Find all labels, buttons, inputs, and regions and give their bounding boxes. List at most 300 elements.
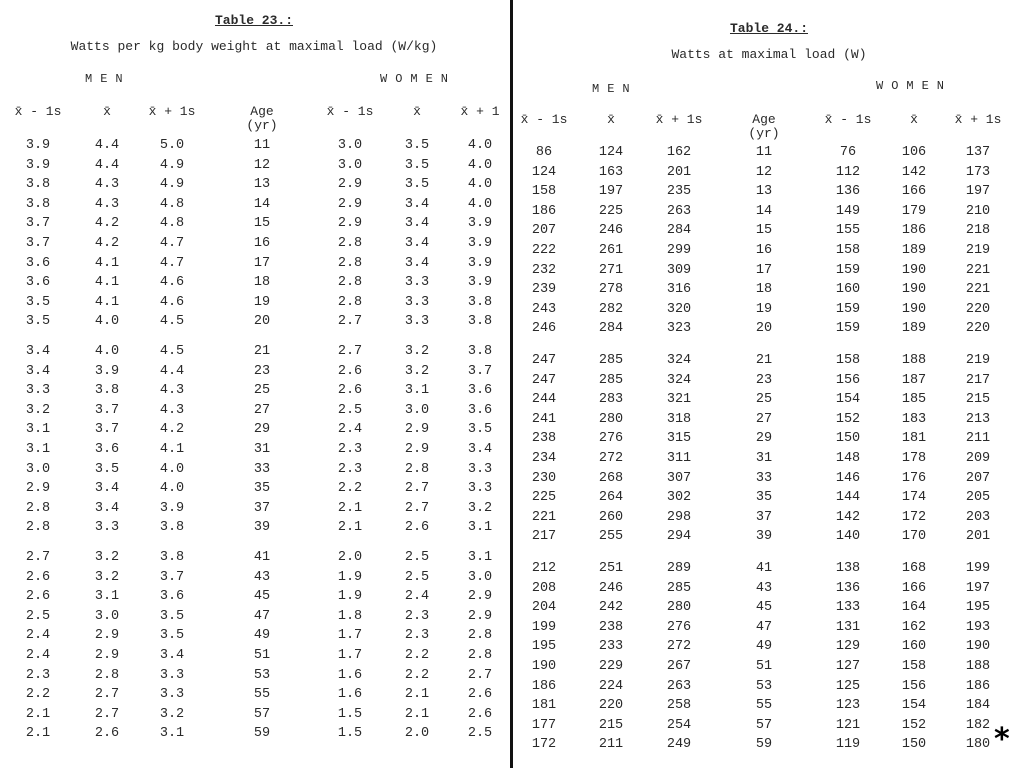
table-cell: 39 [253,520,271,535]
table-cell: 2.7 [94,687,120,702]
table-cell: 323 [666,321,692,336]
table-cell: 179 [901,204,927,219]
table-cell: 217 [965,373,991,388]
table-cell: 3.4 [94,481,120,496]
table-cell: 138 [835,561,861,576]
table-cell: 53 [755,679,773,694]
table-cell: 3.1 [159,726,185,741]
table-cell: 121 [835,718,861,733]
table-cell: 3.0 [337,138,363,153]
table-cell: 148 [835,451,861,466]
table-cell: 3.5 [404,177,430,192]
table-cell: 239 [531,282,557,297]
table-cell: 4.6 [159,295,185,310]
table-cell: 4.5 [159,314,185,329]
table-cell: 19 [253,295,271,310]
table-cell: 285 [666,581,692,596]
table-cell: 2.5 [467,726,493,741]
table-cell: 35 [253,481,271,496]
table-row [0,570,508,588]
table-23-women-label: WOMEN [380,72,457,86]
table-cell: 190 [901,263,927,278]
table-cell: 3.4 [25,364,51,379]
table-cell: 127 [835,659,861,674]
table-cell: 225 [598,204,624,219]
table-cell: 4.2 [94,236,120,251]
table-cell: 4.8 [159,216,185,231]
table-cell: 2.8 [337,275,363,290]
table-cell: 3.5 [159,609,185,624]
table-cell: 43 [755,581,773,596]
table-row [0,344,508,362]
table-cell: 320 [666,302,692,317]
table-cell: 3.3 [404,275,430,290]
table-cell: 3.9 [25,138,51,153]
table-row [0,520,508,538]
table-row [514,620,1024,638]
table-cell: 136 [835,581,861,596]
table-cell: 221 [965,282,991,297]
table-cell: 152 [835,412,861,427]
table-cell: 142 [901,165,927,180]
table-cell: 1.7 [337,628,363,643]
table-cell: 49 [755,639,773,654]
table-cell: 160 [835,282,861,297]
table-row [0,295,508,313]
table-cell: 197 [965,581,991,596]
table-cell: 2.2 [404,668,430,683]
table-cell: 276 [666,620,692,635]
table-cell: 25 [755,392,773,407]
table-cell: 1.5 [337,707,363,722]
table-cell: 2.4 [404,589,430,604]
table-cell: 4.8 [159,197,185,212]
table-cell: 207 [965,471,991,486]
table-row [0,687,508,705]
table-cell: 3.3 [467,462,493,477]
table-cell: 282 [598,302,624,317]
table-cell: 210 [965,204,991,219]
table-cell: 3.6 [467,403,493,418]
table-cell: 211 [598,737,624,752]
table-cell: 150 [835,431,861,446]
table-cell: 246 [531,321,557,336]
table-row [514,698,1024,716]
table-cell: 272 [666,639,692,654]
table-cell: 137 [965,145,991,160]
table-cell: 159 [835,302,861,317]
table-cell: 2.9 [467,589,493,604]
table-cell: 181 [901,431,927,446]
table-cell: 2.5 [25,609,51,624]
table-row [0,609,508,627]
table-cell: 5.0 [159,138,185,153]
table-cell: 2.1 [25,726,51,741]
table-cell: 243 [531,302,557,317]
table-cell: 3.7 [25,216,51,231]
table-cell: 158 [531,184,557,199]
table-cell: 173 [965,165,991,180]
table-cell: 4.9 [159,158,185,173]
table-cell: 172 [901,510,927,525]
table-cell: 2.7 [404,501,430,516]
table-cell: 3.3 [159,687,185,702]
table-cell: 201 [666,165,692,180]
table-cell: 3.8 [94,383,120,398]
column-header: x̄ - 1s [824,112,872,127]
table-cell: 11 [253,138,271,153]
table-cell: 2.6 [337,364,363,379]
table-cell: 2.8 [25,520,51,535]
table-cell: 2.9 [467,609,493,624]
table-cell: 177 [531,718,557,733]
table-cell: 2.8 [94,668,120,683]
table-cell: 25 [253,383,271,398]
table-cell: 4.1 [94,295,120,310]
table-row [0,158,508,176]
table-cell: 185 [901,392,927,407]
table-cell: 156 [901,679,927,694]
table-cell: 2.1 [337,520,363,535]
table-cell: 224 [598,679,624,694]
table-cell: 3.5 [25,314,51,329]
table-cell: 43 [253,570,271,585]
table-row [514,679,1024,697]
table-cell: 229 [598,659,624,674]
table-cell: 119 [835,737,861,752]
table-cell: 205 [965,490,991,505]
column-header: x̄ + 1s [954,112,1002,127]
table-cell: 2.7 [467,668,493,683]
table-cell: 76 [839,145,857,160]
table-cell: 1.8 [337,609,363,624]
table-cell: 3.5 [159,628,185,643]
table-cell: 3.9 [159,501,185,516]
table-row [514,204,1024,222]
table-cell: 187 [901,373,927,388]
table-cell: 4.4 [159,364,185,379]
table-cell: 298 [666,510,692,525]
table-cell: 3.7 [25,236,51,251]
table-cell: 3.4 [404,256,430,271]
table-23-title: Table 23.: [214,13,293,28]
table-cell: 27 [755,412,773,427]
table-cell: 3.1 [467,520,493,535]
table-cell: 3.4 [404,216,430,231]
table-cell: 268 [598,471,624,486]
table-cell: 3.3 [404,295,430,310]
table-cell: 1.9 [337,589,363,604]
table-cell: 4.3 [159,383,185,398]
table-cell: 3.8 [25,197,51,212]
table-row [0,403,508,421]
table-cell: 20 [755,321,773,336]
table-cell: 4.0 [467,197,493,212]
table-cell: 190 [531,659,557,674]
table-cell: 53 [253,668,271,683]
table-cell: 3.1 [25,422,51,437]
table-cell: 1.6 [337,687,363,702]
table-row [0,442,508,460]
table-cell: 215 [598,718,624,733]
table-cell: 225 [531,490,557,505]
table-cell: 3.5 [467,422,493,437]
table-row [0,177,508,195]
table-cell: 37 [253,501,271,516]
table-cell: 3.2 [467,501,493,516]
table-cell: 3.1 [467,550,493,565]
table-row [0,628,508,646]
table-cell: 183 [901,412,927,427]
table-cell: 3.6 [94,442,120,457]
table-cell: 235 [666,184,692,199]
table-cell: 2.3 [337,462,363,477]
table-cell: 57 [755,718,773,733]
table-cell: 2.1 [25,707,51,722]
table-23-men-label: MEN [85,72,131,86]
table-cell: 162 [901,620,927,635]
table-row [0,138,508,156]
table-cell: 15 [253,216,271,231]
table-cell: 124 [531,165,557,180]
table-cell: 3.6 [25,256,51,271]
table-cell: 186 [531,679,557,694]
table-cell: 188 [901,353,927,368]
table-cell: 41 [253,550,271,565]
table-cell: 4.0 [94,314,120,329]
table-cell: 3.7 [94,403,120,418]
table-row [514,392,1024,410]
table-cell: 168 [901,561,927,576]
table-cell: 3.7 [159,570,185,585]
table-cell: 136 [835,184,861,199]
table-cell: 1.6 [337,668,363,683]
table-cell: 232 [531,263,557,278]
table-cell: 29 [253,422,271,437]
table-cell: 2.5 [404,550,430,565]
table-cell: 213 [965,412,991,427]
table-cell: 189 [901,243,927,258]
table-cell: 19 [755,302,773,317]
table-cell: 2.9 [94,648,120,663]
table-cell: 45 [755,600,773,615]
table-24-panel [514,0,1024,768]
table-cell: 4.3 [94,177,120,192]
table-row [0,216,508,234]
table-cell: 2.9 [337,197,363,212]
table-cell: 190 [901,282,927,297]
table-cell: 264 [598,490,624,505]
table-row [0,275,508,293]
table-cell: 59 [755,737,773,752]
table-cell: 3.3 [94,520,120,535]
table-cell: 125 [835,679,861,694]
table-row [0,314,508,332]
table-cell: 311 [666,451,692,466]
table-cell: 307 [666,471,692,486]
table-cell: 155 [835,223,861,238]
table-cell: 3.9 [467,216,493,231]
table-cell: 3.6 [467,383,493,398]
table-cell: 2.0 [404,726,430,741]
table-cell: 4.7 [159,256,185,271]
table-row [514,145,1024,163]
table-cell: 3.0 [337,158,363,173]
table-cell: 178 [901,451,927,466]
table-cell: 3.2 [94,550,120,565]
column-header: x̄ - 1s [520,112,568,127]
table-cell: 16 [755,243,773,258]
table-cell: 4.1 [159,442,185,457]
table-cell: 156 [835,373,861,388]
table-cell: 246 [598,581,624,596]
table-cell: 285 [598,373,624,388]
table-cell: 3.4 [467,442,493,457]
table-cell: 123 [835,698,861,713]
table-row [0,501,508,519]
table-row [0,648,508,666]
table-cell: 272 [598,451,624,466]
table-cell: 263 [666,679,692,694]
table-24-women-label: WOMEN [876,79,953,93]
table-cell: 47 [755,620,773,635]
table-24-subtitle: Watts at maximal load (W) [671,47,867,62]
table-cell: 234 [531,451,557,466]
table-cell: 2.2 [337,481,363,496]
table-cell: 166 [901,581,927,596]
table-cell: 3.1 [94,589,120,604]
table-row [514,471,1024,489]
table-cell: 212 [531,561,557,576]
table-cell: 2.4 [337,422,363,437]
table-cell: 238 [531,431,557,446]
table-cell: 280 [666,600,692,615]
table-cell: 3.0 [404,403,430,418]
table-cell: 3.9 [94,364,120,379]
table-cell: 2.6 [467,707,493,722]
table-cell: 1.9 [337,570,363,585]
table-cell: 182 [965,718,991,733]
table-row [514,510,1024,528]
table-cell: 86 [535,145,553,160]
table-cell: 285 [598,353,624,368]
column-header: x̄ + 1s [148,104,196,119]
table-row [514,302,1024,320]
table-cell: 230 [531,471,557,486]
table-row [514,639,1024,657]
table-cell: 133 [835,600,861,615]
table-cell: 3.4 [159,648,185,663]
table-cell: 215 [965,392,991,407]
footnote-asterisk: * [994,722,1010,757]
table-cell: 176 [901,471,927,486]
table-row [514,659,1024,677]
table-cell: 166 [901,184,927,199]
table-cell: 190 [901,302,927,317]
table-cell: 18 [755,282,773,297]
table-cell: 2.2 [25,687,51,702]
table-cell: 13 [755,184,773,199]
table-cell: 2.5 [337,403,363,418]
table-cell: 2.6 [25,570,51,585]
table-cell: 2.3 [337,442,363,457]
table-cell: 4.9 [159,177,185,192]
table-cell: 3.6 [25,275,51,290]
table-cell: 299 [666,243,692,258]
table-row [514,165,1024,183]
table-cell: 3.3 [159,668,185,683]
table-cell: 1.7 [337,648,363,663]
table-cell: 164 [901,600,927,615]
table-24-men-label: MEN [592,82,638,96]
table-cell: 220 [965,321,991,336]
table-cell: 51 [253,648,271,663]
table-cell: 258 [666,698,692,713]
table-cell: 129 [835,639,861,654]
table-cell: 2.3 [404,628,430,643]
table-cell: 3.8 [467,295,493,310]
table-cell: 2.9 [337,177,363,192]
table-cell: 189 [901,321,927,336]
table-cell: 4.4 [94,138,120,153]
table-cell: 31 [253,442,271,457]
table-cell: 2.6 [404,520,430,535]
table-cell: 321 [666,392,692,407]
table-row [514,529,1024,547]
table-row [514,353,1024,371]
table-cell: 3.4 [404,236,430,251]
table-cell: 244 [531,392,557,407]
table-cell: 2.7 [337,314,363,329]
table-cell: 3.9 [25,158,51,173]
table-cell: 197 [965,184,991,199]
table-cell: 3.3 [404,314,430,329]
table-row [514,561,1024,579]
table-cell: 3.0 [94,609,120,624]
table-cell: 21 [253,344,271,359]
table-cell: 3.0 [467,570,493,585]
table-cell: 207 [531,223,557,238]
table-cell: 3.7 [467,364,493,379]
table-cell: 21 [755,353,773,368]
table-23-panel [0,0,508,768]
table-24-title: Table 24.: [729,21,808,36]
table-cell: 283 [598,392,624,407]
table-cell: 2.6 [94,726,120,741]
table-cell: 144 [835,490,861,505]
table-cell: 3.9 [467,275,493,290]
table-cell: 14 [253,197,271,212]
table-cell: 2.7 [404,481,430,496]
table-cell: 197 [598,184,624,199]
table-cell: 255 [598,529,624,544]
table-row [514,737,1024,755]
table-cell: 2.3 [404,609,430,624]
table-cell: 160 [901,639,927,654]
table-cell: 241 [531,412,557,427]
table-cell: 2.7 [94,707,120,722]
table-cell: 4.6 [159,275,185,290]
table-cell: 3.1 [404,383,430,398]
table-cell: 2.9 [25,481,51,496]
table-cell: 37 [755,510,773,525]
table-cell: 13 [253,177,271,192]
table-cell: 3.4 [25,344,51,359]
table-cell: 3.9 [467,256,493,271]
table-cell: 222 [531,243,557,258]
table-cell: 4.1 [94,256,120,271]
table-cell: 55 [755,698,773,713]
